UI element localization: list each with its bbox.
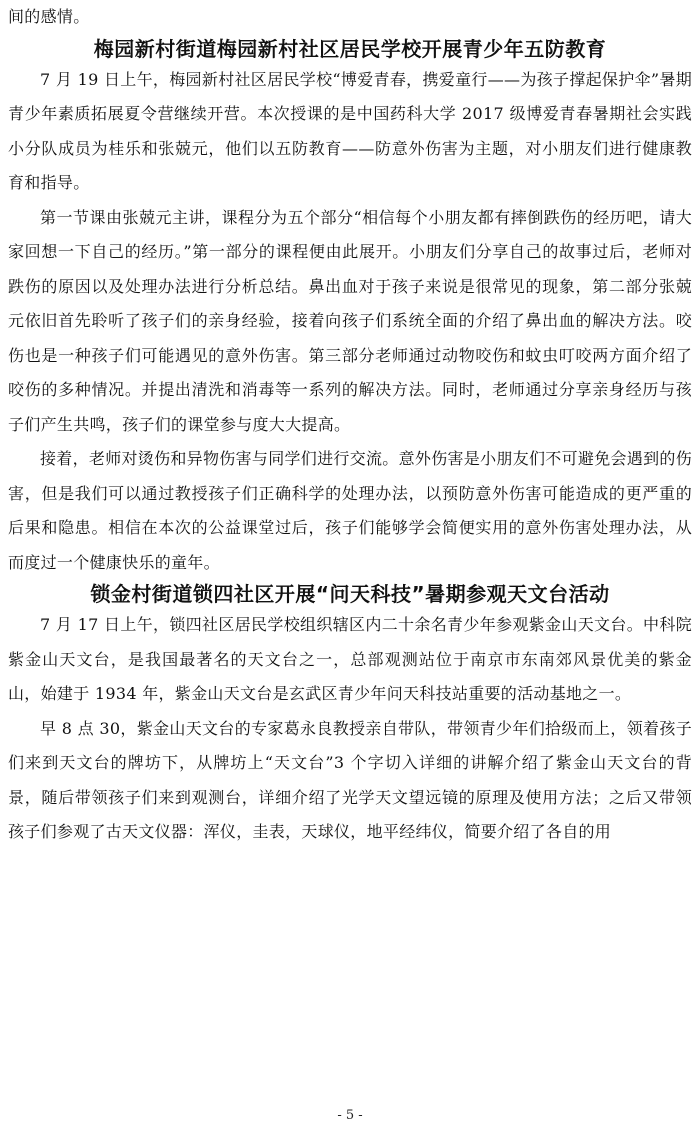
page-content: [8, 0, 692, 850]
page-number: - 5 -: [337, 1108, 363, 1123]
section1-paragraph-3: 接着，老师对烫伤和异物伤害与同学们进行交流。意外伤害是小朋友们不可避免会遇到的伤害，但是我们可以通过教授孩子们正确科学的处理办法，以预防意外伤害可能造成的更严重的后果和隐患。相信在本次的公益课堂过后，孩子们能够学会简便实用的意外伤害处理办法，从而度过一个健康快乐的童年。: [8, 449, 693, 572]
section2-title: 锁金村街道锁四社区开展“问天科技”暑期参观天文台活动: [90, 582, 610, 606]
carryover-text: 间的感情。: [8, 7, 90, 26]
section2-paragraph-1: 7 月 17 日上午，锁四社区居民学校组织辖区内二十余名青少年参观紫金山天文台。中科院紫金山天文台，是我国最著名的天文台之一，总部观测站位于南京市东南郊风景优美的紫金山，始建于 1934 年，紫金山天文台是玄武区青少年问天科技站重要的活动基地之一。: [8, 615, 692, 703]
section2-paragraph-2: 早 8 点 30，紫金山天文台的专家葛永良教授亲自带队，带领青少年们拾级而上，领着孩子们来到天文台的牌坊下，从牌坊上“天文台”3 个字切入详细的讲解介绍了紫金山天文台的背景，随后带领孩子们来到观测台，详细介绍了光学天文望远镜的原理及使用方法；之后又带领孩子们参观了古天文仪器：浑仪，圭表，天球仪，地平经纬仪，简要介绍了各自的用: [8, 718, 692, 841]
section1-paragraph-1: 7 月 19 日上午，梅园新村社区居民学校“博爱青春，携爱童行——为孩子撑起保护伞”暑期青少年素质拓展夏令营继续开营。本次授课的是中国药科大学 2017 级博爱青春暑期社会实践小分队成员为桂乐和张兢元，他们以五防教育——防意外伤害为主题，对小朋友们进行健康教育和指导。: [8, 69, 692, 192]
section1-paragraph-2: 第一节课由张兢元主讲，课程分为五个部分“相信每个小朋友都有摔倒跌伤的经历吧，请大家回想一下自己的经历。”第一部分的课程便由此展开。小朋友们分享自己的故事过后，老师对跌伤的原因以及处理办法进行分析总结。鼻出血对于孩子来说是很常见的现象，第二部分张兢元依旧首先聆听了孩子们的亲身经验，接着向孩子们系统全面的介绍了鼻出血的解决方法。咬伤也是一种孩子们可能遇见的意外伤害。第三部分老师通过动物咬伤和蚊虫叮咬两方面介绍了咬伤的多种情况。并提出清洗和消毒等一系列的解决方法。同时，老师通过分享亲身经历与孩子们产生共鸣，孩子们的课堂参与度大大提高。: [8, 207, 692, 434]
section1-title: 梅园新村街道梅园新村社区居民学校开展青少年五防教育: [93, 36, 607, 61]
